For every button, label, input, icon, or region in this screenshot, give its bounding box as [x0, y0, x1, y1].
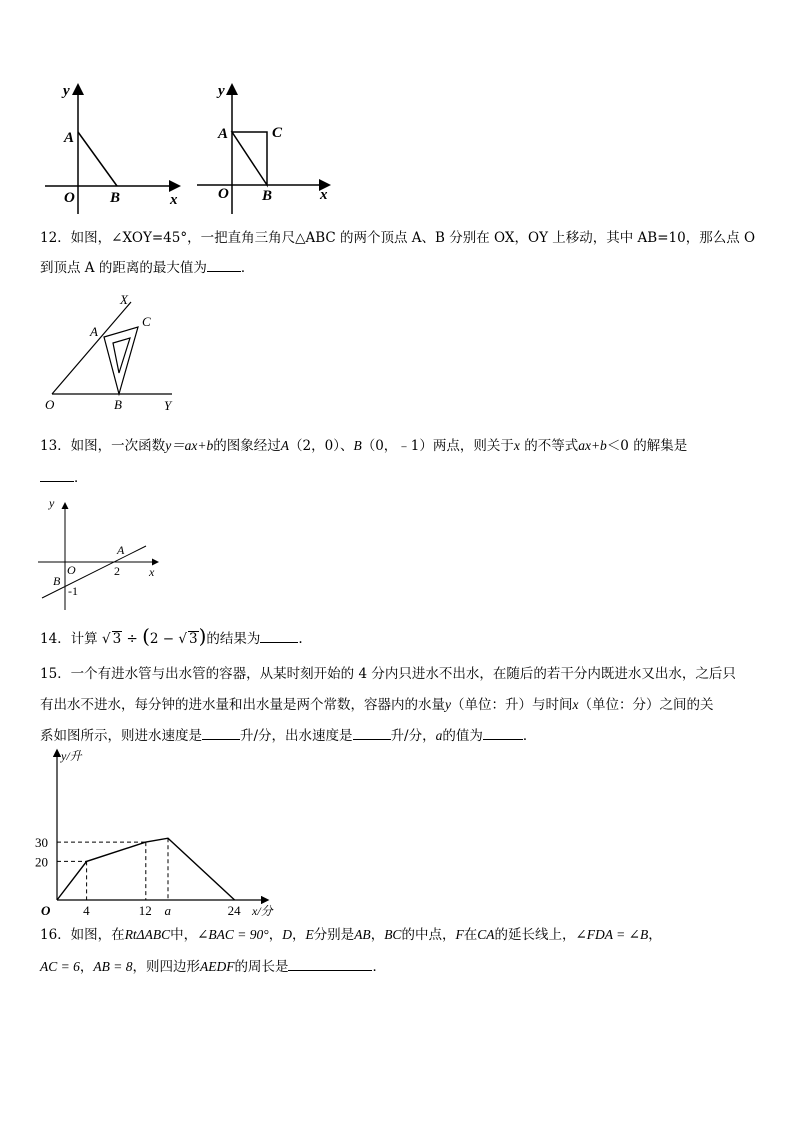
segment-ab — [78, 132, 117, 186]
answer-blank-2[interactable] — [353, 727, 391, 740]
x-tick-1: 4 — [83, 903, 90, 918]
label-y: Y — [164, 398, 172, 413]
question-14: 14．计算 √ 3 ÷ (2 − √ 3)的结果为 . — [40, 624, 303, 648]
x-tick-3: a — [164, 903, 171, 918]
answer-blank[interactable] — [40, 469, 74, 482]
label-o: O — [67, 563, 76, 577]
label-b: B — [110, 190, 121, 206]
answer-blank[interactable] — [207, 259, 241, 272]
ray-ox — [52, 302, 131, 394]
label-o: O — [45, 397, 55, 412]
series-line — [57, 838, 235, 900]
label-c: C — [272, 125, 283, 141]
label-o: O — [218, 186, 229, 202]
sqrt-3: 3 — [112, 631, 122, 647]
question-16-line2: AC = 6，AB = 8，则四边形AEDF的周长是 ． — [40, 959, 386, 975]
label-neg1: -1 — [68, 584, 78, 598]
y-axis-label: y/升 — [61, 749, 82, 763]
question-13-line2: ． — [40, 468, 770, 488]
question-16: 16．如图，在RtΔABC中，∠BAC = 90°，D，E分别是AB，BC的中点，F在CA的延长线上，∠FDA = ∠B， — [40, 927, 662, 943]
answer-blank[interactable] — [260, 630, 298, 643]
question-15-line3: 系如图所示，则进水速度是 升/分，出水速度是 升/分，a的值为 ． — [40, 728, 537, 744]
x-tick-2: 12 — [138, 903, 152, 918]
x-tick-0: O — [41, 903, 51, 918]
label-y: y — [63, 83, 70, 99]
question-15-line2: 有出水不进水，每分钟的进水量和出水量是两个常数，容器内的水量y（单位：升）与时间x（单位：分）之间的关 — [40, 697, 714, 713]
label-y: y — [49, 496, 55, 510]
y-tick-0: 20 — [35, 854, 48, 870]
label-a: A — [117, 543, 125, 557]
triangle-abc — [232, 132, 267, 185]
label-x: x — [170, 192, 178, 208]
y-tick-1: 30 — [35, 835, 48, 851]
label-y: y — [218, 83, 225, 99]
answer-blank-3[interactable] — [483, 727, 523, 740]
x-tick-4: 24 — [227, 903, 241, 918]
label-x: X — [120, 292, 128, 307]
sqrt-3-b: 3 — [189, 631, 198, 647]
figure-q12 — [40, 290, 190, 415]
set-square-inner — [113, 338, 130, 373]
x-axis-label: x/分 — [252, 904, 273, 918]
label-x: x — [149, 565, 155, 579]
line-ab — [42, 546, 146, 598]
figure-axes-right — [192, 78, 342, 218]
label-2: 2 — [114, 564, 120, 578]
figure-axes-left — [40, 78, 190, 218]
chart-water-volume — [35, 745, 280, 923]
answer-blank-1[interactable] — [202, 727, 240, 740]
label-x: x — [320, 187, 328, 203]
label-b: B — [53, 574, 61, 588]
label-b: B — [262, 188, 273, 204]
label-b: B — [114, 397, 122, 412]
question-13: 13．如图，一次函数y＝ax+b的图象经过A（2，0）、B（0，﹣1）两点，则关于x 的不等式ax+b＜0 的解集是 — [40, 438, 688, 454]
set-square-outer — [104, 327, 138, 394]
label-a: A — [218, 126, 229, 142]
question-15: 15．一个有进水管与出水管的容器，从某时刻开始的 4 分内只进水不出水，在随后的若干分内既进水又出水，之后只 — [40, 666, 736, 682]
question-12: 12．如图，∠XOY=45°，一把直角三角尺△ABC 的两个顶点 A、B 分别在 OX，OY 上移动，其中 AB=10，那么点 O — [40, 230, 756, 246]
answer-blank[interactable] — [288, 958, 372, 971]
question-12-line2: 到顶点 A 的距离的最大值为 ． — [40, 260, 255, 276]
label-a: A — [64, 130, 75, 146]
label-c: C — [142, 314, 151, 329]
label-a: A — [90, 324, 98, 339]
label-o: O — [64, 190, 75, 206]
figure-q13 — [35, 492, 170, 614]
